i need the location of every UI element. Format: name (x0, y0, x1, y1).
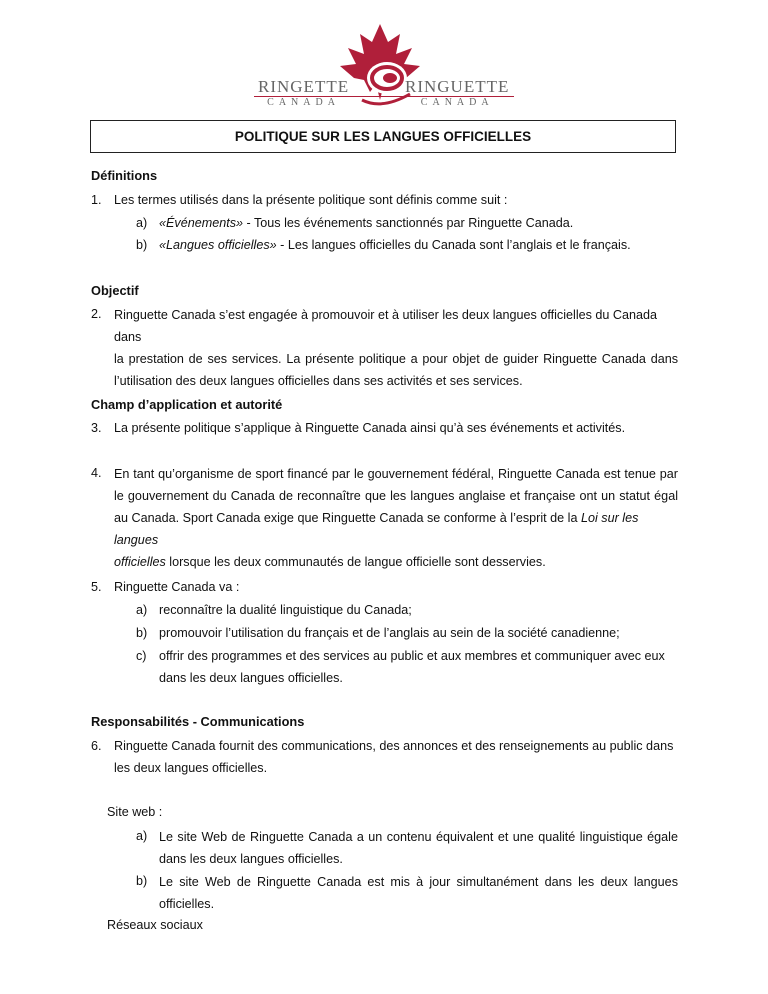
site-web-b-line-1: Le site Web de Ringuette Canada est mis à jour simultanément dans les deux langues (159, 875, 678, 889)
logo-word-right: RINGUETTE (405, 77, 510, 96)
logo-english (258, 78, 349, 108)
item-2-paragraph (114, 304, 678, 392)
item-5-c-line-2: dans les deux langues officielles. (159, 671, 343, 685)
site-web-b-label: b) (136, 874, 148, 888)
logo-word-left: RINGETTE (258, 77, 350, 96)
item-5-c-line-1: offrir des programmes et des services au public et aux membres et communiquer avec eux (159, 649, 665, 663)
site-web-b-paragraph (159, 871, 678, 915)
item-2-line-1: Ringuette Canada s’est engagée à promouvoir et à utiliser les deux langues officielles du Canada dans (114, 308, 658, 344)
heading-champ: Champ d’application et autorité (91, 397, 283, 412)
site-web-a-line-2: dans les deux langues officielles. (159, 852, 343, 866)
logo-sub-left: CANADA (267, 97, 340, 108)
heading-definitions: Définitions (91, 168, 158, 183)
site-web-a-paragraph (159, 826, 678, 870)
site-web-a-line-1: Le site Web de Ringuette Canada a un contenu équivalent et une qualité linguistique égale (159, 830, 678, 844)
item-4-line-2: le gouvernement du Canada de reconnaître que les langues anglaise et française ont un statut égal (114, 489, 678, 503)
item-5-text: Ringuette Canada va : (114, 580, 240, 594)
item-2-line-2: la prestation de ses services. La présente politique a pour objet de guider Ringuette Canada dans (114, 352, 678, 366)
item-5-b-label: b) (136, 626, 148, 640)
item-4-law-title-part-2: officielles (114, 555, 166, 569)
item-5-a-text: reconnaître la dualité linguistique du Canada; (159, 603, 412, 617)
reseaux-sociaux-subheading: Réseaux sociaux (107, 918, 203, 932)
site-web-b-line-2: officielles. (159, 897, 215, 911)
item-3-text: La présente politique s’applique à Ringuette Canada ainsi qu’à ses événements et activités. (114, 421, 626, 435)
item-5-c-label: c) (136, 649, 147, 663)
item-5-b-text: promouvoir l’utilisation du français et de l’anglais au sein de la société canadienne; (159, 626, 620, 640)
item-number-3: 3. (91, 421, 102, 435)
def-b-term: «Langues officielles» (159, 238, 277, 252)
def-b-text: - Les langues officielles du Canada sont l’anglais et le français. (276, 238, 631, 252)
def-b-label: b) (136, 238, 148, 252)
def-a-line (159, 216, 573, 230)
item-4-line-3 (114, 507, 678, 551)
def-a-term: «Événements» (159, 216, 244, 230)
document-title: POLITIQUE SUR LES LANGUES OFFICIELLES (90, 120, 676, 153)
item-number-1: 1. (91, 193, 102, 207)
item-5-a-label: a) (136, 603, 148, 617)
site-web-subheading: Site web : (107, 805, 163, 819)
item-4-paragraph (114, 463, 678, 573)
heading-responsabilites: Responsabilités - Communications (91, 714, 305, 729)
item-4-line-4-text: lorsque les deux communautés de langue officielle sont desservies. (165, 555, 546, 569)
item-number-5: 5. (91, 580, 102, 594)
logo-french (405, 78, 509, 108)
item-number-2: 2. (91, 307, 102, 321)
item-number-4: 4. (91, 466, 102, 480)
heading-objectif: Objectif (91, 283, 139, 298)
item-number-6: 6. (91, 739, 102, 753)
site-web-a-label: a) (136, 829, 148, 843)
ringette-canada-logo (250, 22, 520, 112)
item-4-line-1: En tant qu’organisme de sport financé par le gouvernement fédéral, Ringuette Canada est tenue par (114, 467, 678, 481)
def-b-line (159, 238, 631, 252)
def-a-text: - Tous les événements sanctionnés par Ringuette Canada. (243, 216, 574, 230)
item-1-text: Les termes utilisés dans la présente politique sont définis comme suit : (114, 193, 508, 207)
item-2-line-3: l’utilisation des deux langues officielles dans ses activités et ses services. (114, 374, 523, 388)
item-6-line-2: les deux langues officielles. (114, 761, 268, 775)
item-4-line-4 (114, 551, 678, 573)
item-6-line-1: Ringuette Canada fournit des communications, des annonces et des renseignements au public dans (114, 739, 674, 753)
item-4-line-3-text: au Canada. Sport Canada exige que Ringuette Canada se conforme à l’esprit de la (114, 511, 581, 525)
item-4-law-title-part-1: Loi sur les langues (114, 511, 639, 547)
logo-sub-right: CANADA (420, 97, 494, 108)
def-a-label: a) (136, 216, 148, 230)
